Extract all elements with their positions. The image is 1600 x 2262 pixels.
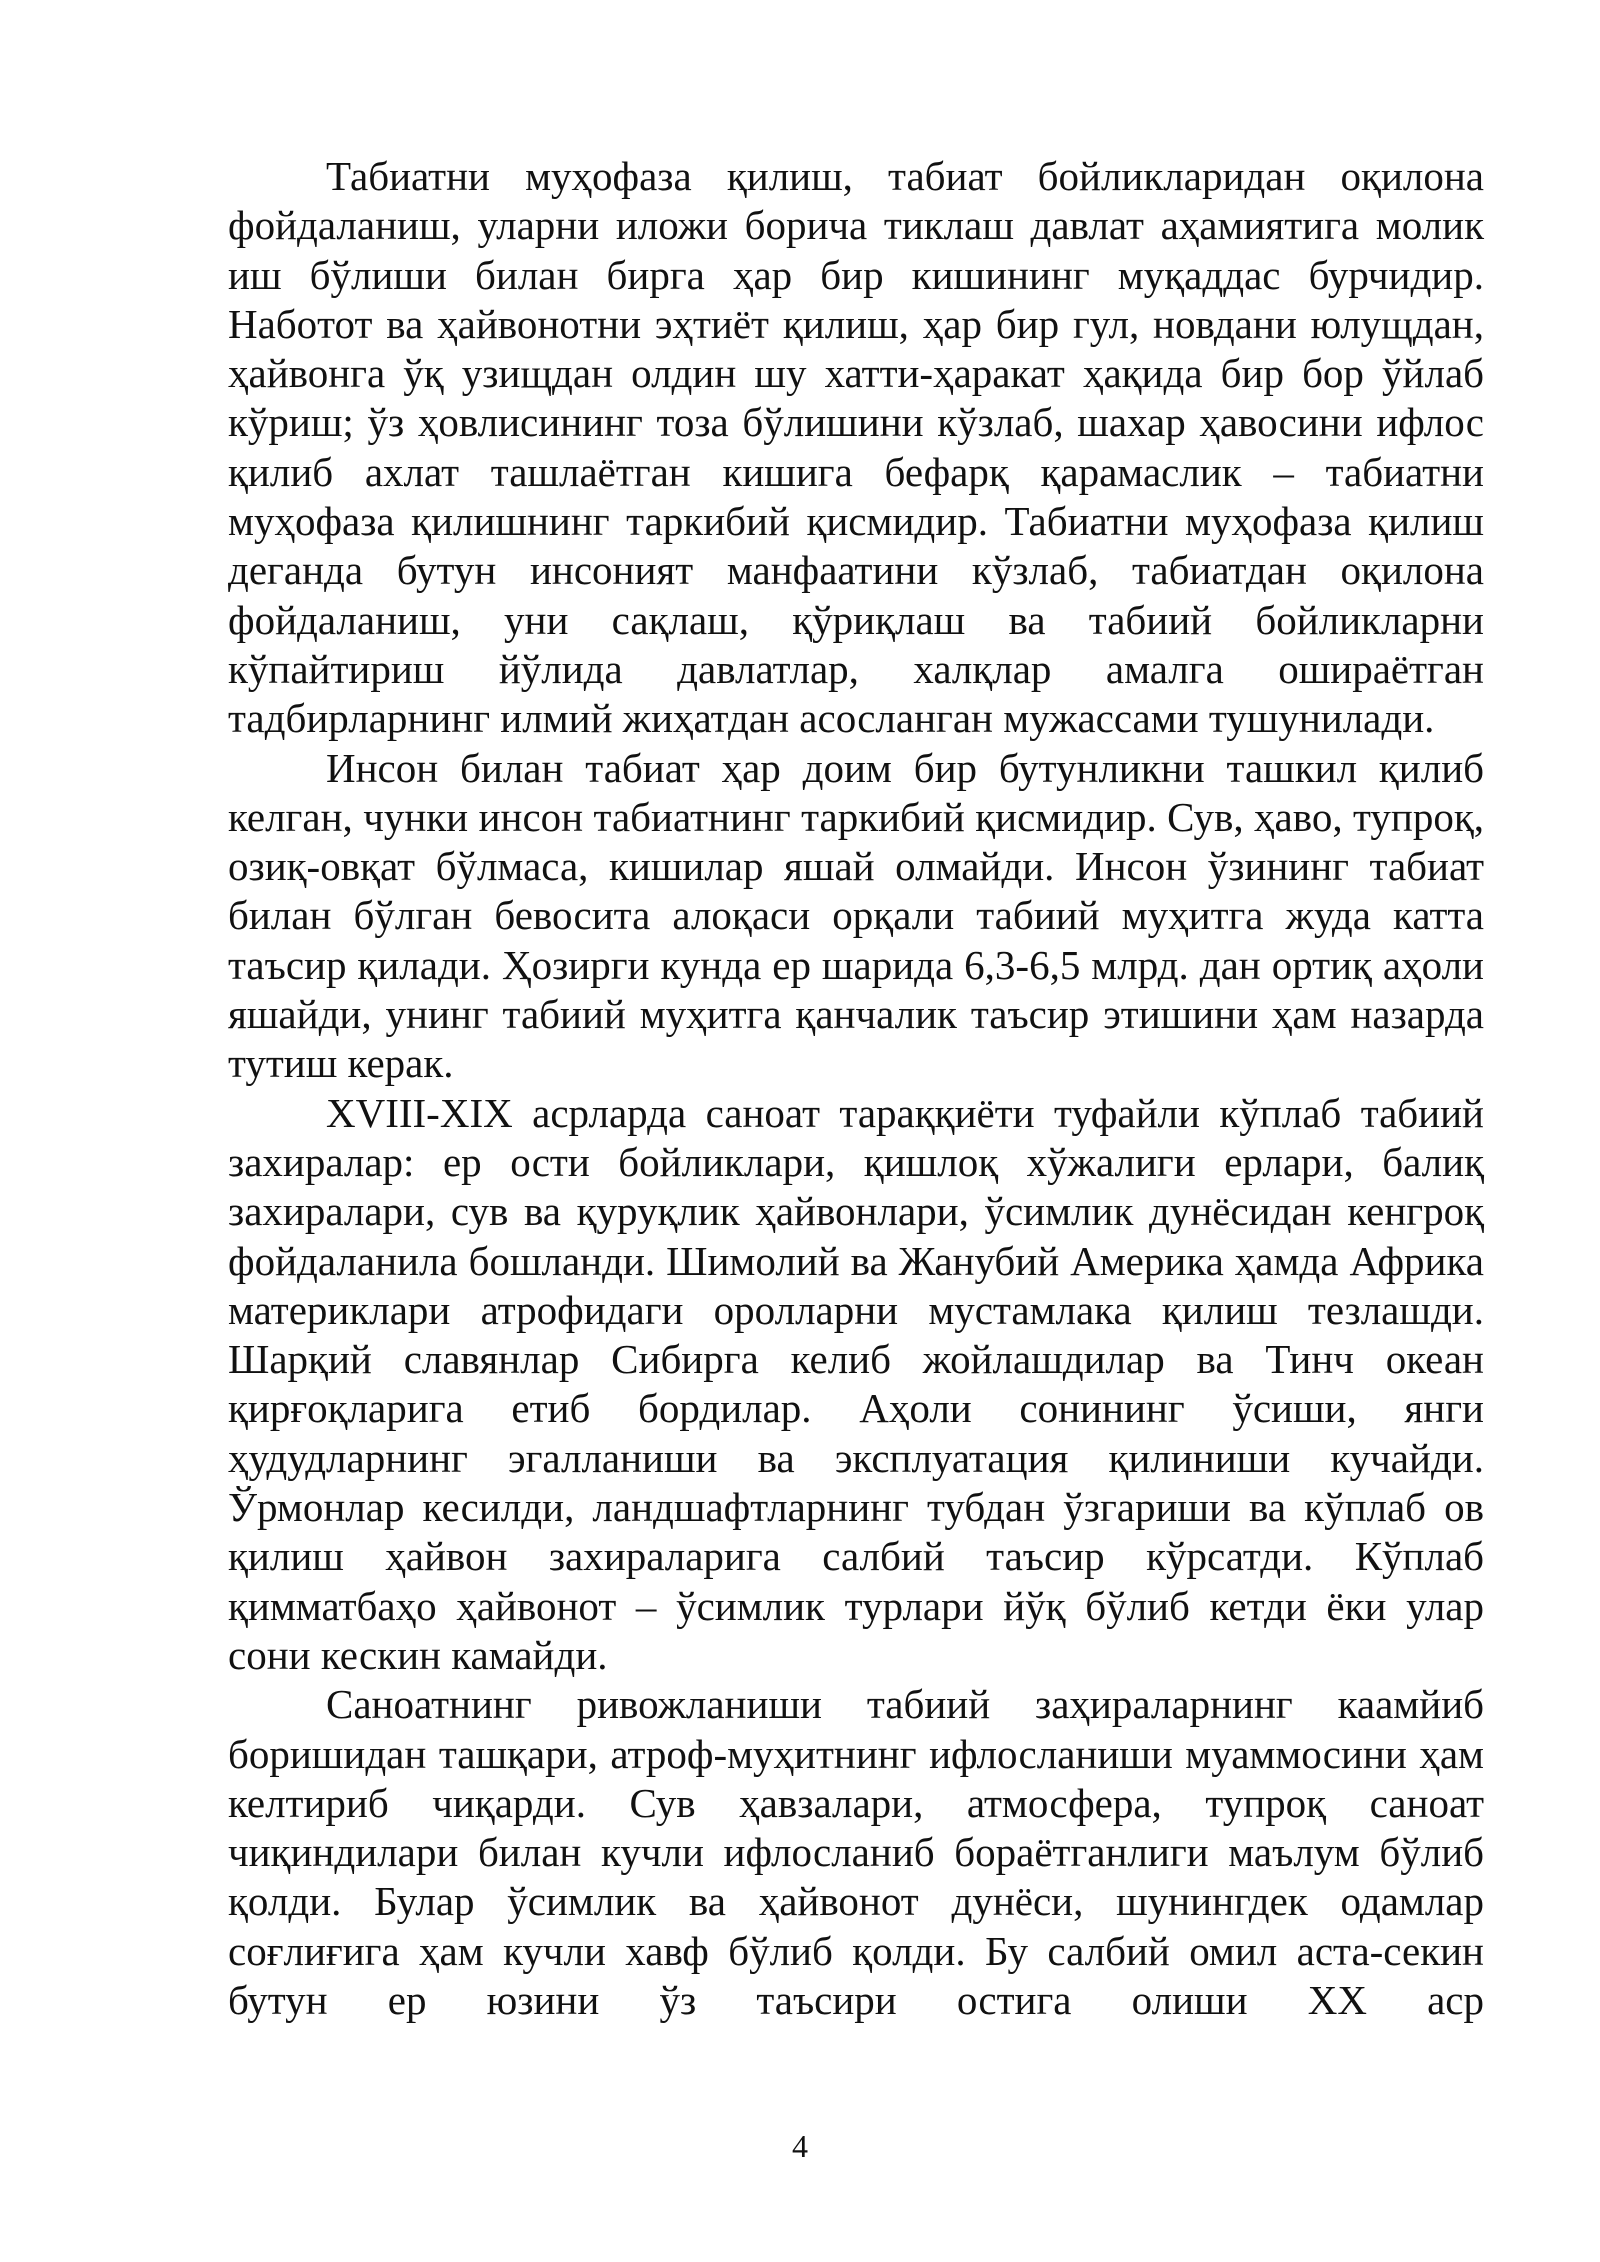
page-number: 4 xyxy=(792,2128,808,2164)
document-body xyxy=(228,152,1484,2025)
paragraph-human-and-nature: Инсон билан табиат ҳар доим бир бутунликни ташкил қилиб келган, чунки инсон табиатнинг таркибий қисмидир. Сув, ҳаво, тупроқ, озиқ-овқат бўлмаса, кишилар яшай олмайди. Инсон ўзининг табиат билан бўлган бевосита алоқаси орқали табиий муҳитга жуда катта таъсир қилади. Ҳозирги кунда ер шарида 6,3-6,5 млрд. дан ортиқ аҳоли яшайди, унинг табиий муҳитга қанчалик таъсир этишини ҳам назарда тутиш керак. xyxy=(228,744,1484,1087)
paragraph-nature-protection: Табиатни муҳофаза қилиш, табиат бойликларидан оқилона фойдаланиш, уларни иложи борича тиклаш давлат аҳамиятига молик иш бўлиши билан бирга ҳар бир кишининг муқаддас бурчидир. Набoтот ва ҳайвонотни эҳтиёт қилиш, ҳар бир гул, новдани юлущдан, ҳайвонга ўқ узищдан олдин шу хатти-ҳаракат ҳақида бир бор ўйлаб кўриш; ўз ҳовлисининг тоза бўлишини кўзлаб, шахар ҳавосини ифлос қилиб ахлат ташлаётган кишига бефарқ қарамаслик – табиатни муҳофаза қилишнинг таркибий қисмидир. Табиатни муҳофаза қилиш деганда бутун инсоният манфаатини кўзлаб, табиатдан оқилона фойдаланиш, уни сақлаш, қўриқлаш ва табиий бойликларни кўпайтириш йўлида давлатлар, халқлар амалга ошираётган тадбирларнинг илмий жиҳатдан асосланган мужассами тушунилади. xyxy=(228,153,1484,742)
paragraph-pollution: Саноатнинг ривожланиши табиий заҳираларнинг каамйиб боришидан ташқари, атроф-муҳитнинг ифлосланиши муаммосини ҳам келтириб чиқарди. Сув ҳавзалари, атмосфера, тупроқ саноат чиқиндилари билан кучли ифлосланиб бораётганлиги маълум бўлиб қолди. Булар ўсимлик ва ҳайвонот дунёси, шунингдек одамлар соғлиғига ҳам кучли хавф бўлиб қолди. Бу салбий омил аста-секин бутун ер юзини ўз таъсири остига олиши XX аср xyxy=(228,1681,1484,2023)
paragraph-industrial-development: XVIII-XIX асрларда саноат тараққиёти туфайли кўплаб табиий захиралар: ер ости бойликлари, қишлоқ хўжалиги ерлари, балиқ захиралари, сув ва қуруқлик ҳайвонлари, ўсимлик дунёсидан кенгроқ фойдаланила бошланди. Шимолий ва Жанубий Америка ҳамда Африка материклари атрофидаги оролларни мустамлака қилиш тезлашди. Шарқий славянлар Сибирга келиб жойлашдилар ва Тинч океан қирғоқларига етиб бордилар. Аҳоли сонининг ўсиши, янги ҳудудларнинг эгалланиши ва эксплуатация қилиниши кучайди. Ўрмонлар кесилди, ландшафтларнинг тубдан ўзгариши ва кўплаб ов қилиш ҳайвон захираларига салбий таъсир кўрсатди. Кўплаб қимматбаҳо ҳайвонот – ўсимлик турлари йўқ бўлиб кетди ёки улар сони кескин камайди. xyxy=(228,1089,1484,1678)
